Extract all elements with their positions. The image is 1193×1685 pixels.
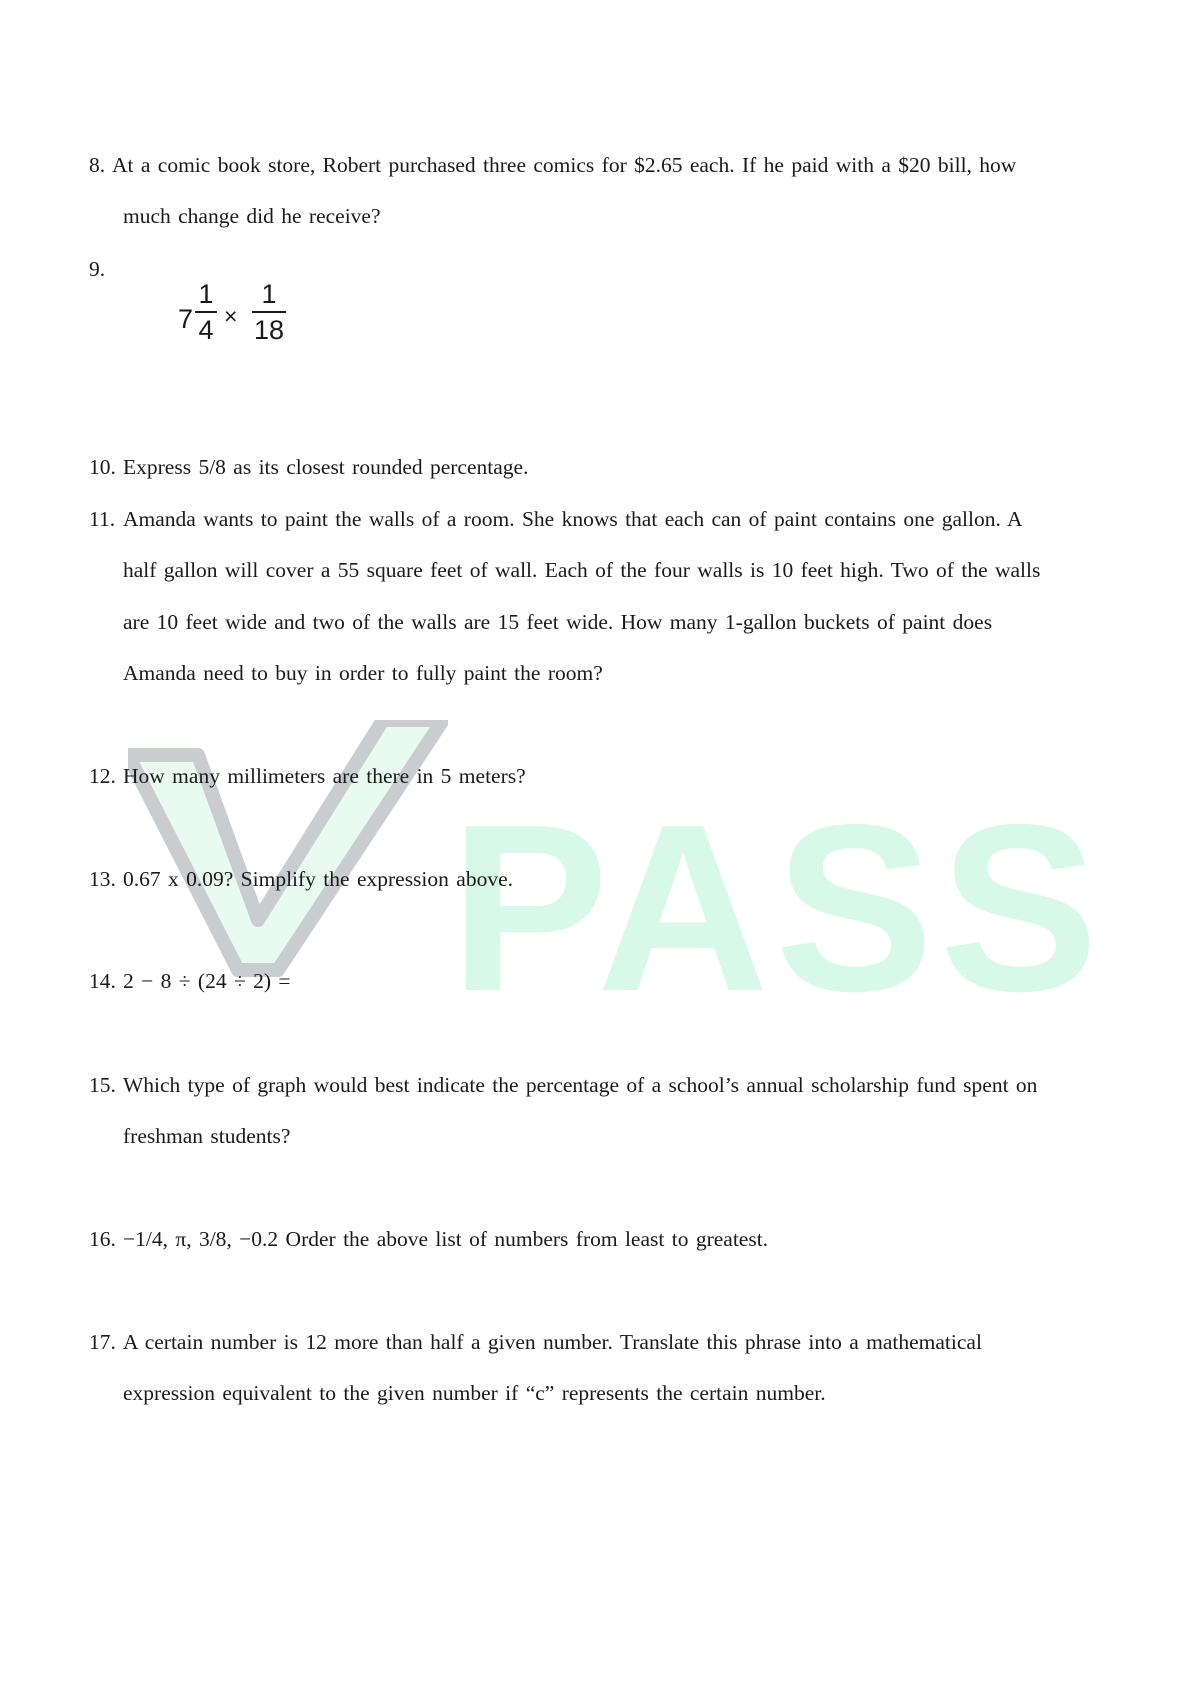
- question-text: At a comic book store, Robert purchased three comics for $2.65 each. If he paid with a $20 bill, how: [112, 153, 1017, 177]
- question-text: −1/4, π, 3/8, −0.2 Order the above list of numbers from least to greatest.: [123, 1227, 769, 1251]
- question-number: 16.: [89, 1227, 116, 1251]
- question-number: 13.: [89, 867, 116, 891]
- multiply-operator: ×: [224, 303, 238, 329]
- question-number: 8.: [89, 153, 106, 177]
- question-text: A certain number is 12 more than half a given number. Translate this phrase into a mathematical: [123, 1330, 982, 1354]
- question-number: 14.: [89, 969, 116, 993]
- fraction: [195, 279, 217, 345]
- question-text: much change did he receive?: [123, 204, 381, 228]
- numerator: 1: [198, 279, 214, 309]
- question-number: 15.: [89, 1073, 116, 1097]
- question-text: Express 5/8 as its closest rounded percentage.: [123, 455, 529, 479]
- question-text: How many millimeters are there in 5 meters?: [123, 764, 526, 788]
- question-number: 17.: [89, 1330, 116, 1354]
- question-text: Which type of graph would best indicate the percentage of a school’s annual scholarship fund spent on: [123, 1073, 1038, 1097]
- fraction-bar: [252, 311, 286, 313]
- question-text: Amanda need to buy in order to fully paint the room?: [123, 661, 603, 685]
- question-number: 12.: [89, 764, 116, 788]
- fraction-bar: [195, 311, 217, 313]
- question-number: 9.: [89, 257, 106, 281]
- question-text: 0.67 x 0.09? Simplify the expression above.: [123, 867, 513, 891]
- denominator: 4: [198, 314, 214, 345]
- question-text: 2 − 8 ÷ (24 ÷ 2) =: [123, 969, 291, 993]
- question-text: freshman students?: [123, 1124, 291, 1148]
- question-number: 11.: [89, 507, 116, 531]
- question-text: Amanda wants to paint the walls of a room. She knows that each can of paint contains one gallon. A: [123, 507, 1023, 531]
- question-text: expression equivalent to the given number if “c” represents the certain number.: [123, 1381, 826, 1405]
- watermark-text: PASS: [450, 776, 1105, 1041]
- numerator: 1: [261, 279, 277, 309]
- denominator: 18: [253, 314, 285, 345]
- question-text: are 10 feet wide and two of the walls are 15 feet wide. How many 1-gallon buckets of paint does: [123, 610, 993, 634]
- question-text: half gallon will cover a 55 square feet of wall. Each of the four walls is 10 feet high. Two of the walls: [123, 558, 1041, 582]
- question-number: 10.: [89, 455, 116, 479]
- whole-number: 7: [178, 304, 194, 334]
- fraction: [252, 279, 286, 345]
